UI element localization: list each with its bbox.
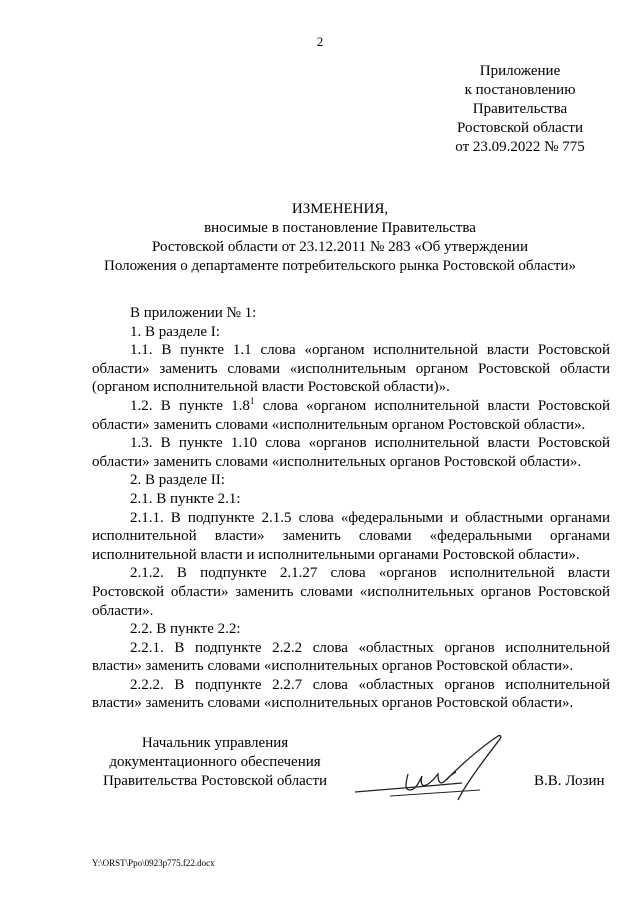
paragraph: 1.3. В пункте 1.10 слова «органов исполнительной власти Ростовской области» заменить словами «исполнительных органов Ростовской области». (92, 435, 610, 470)
heading-line: Ростовской области от 23.12.2011 № 283 «Об утверждении (152, 239, 528, 255)
paragraph: 2.2.1. В подпункте 2.2.2 слова «областных органов исполнительной власти» заменить словами «исполнительных органов Ростовской области». (92, 639, 610, 675)
appendix-line: от 23.09.2022 № 775 (455, 139, 585, 155)
paragraph (92, 397, 610, 434)
appendix-line: к постановлению (464, 82, 576, 98)
document-body (92, 304, 610, 713)
appendix-line: Ростовской области (457, 120, 583, 136)
paragraph: 2. В разделе II: (130, 472, 225, 489)
paragraph: 2.2.2. В подпункте 2.2.7 слова «областных органов исполнительной власти» заменить словами «исполнительных органов Ростовской области». (92, 676, 610, 712)
signatory-title-line: документационного обеспечения (109, 754, 321, 770)
paragraph-part: слова «органом исполнительной власти Ростовской области» заменить словами «исполнительным органом Ростовской области». (92, 397, 610, 433)
document-heading (90, 200, 590, 276)
page-number: 2 (316, 34, 324, 49)
appendix-line: Правительства (472, 101, 568, 117)
paragraph-part: 1.2. В пункте 1.8 (130, 397, 250, 414)
paragraph: 2.1.1. В подпункте 2.1.5 слова «федеральными и областными органами исполнительной власти» заменить словами «федеральными органами исполнительной власти и исполнительными органами Ростовской области». (92, 509, 610, 563)
paragraph: 1.1. В пункте 1.1 слова «органом исполнительной власти Ростовской области» заменить словами «исполнительным органом Ростовской области (органом исполнительной власти Ростовской области)». (92, 342, 610, 396)
heading-line: вносимые в постановление Правительства (204, 220, 476, 236)
heading-title: ИЗМЕНЕНИЯ, (291, 201, 389, 217)
file-path: Y:\ORST\Ppo\0923p775.f22.docx (92, 858, 215, 868)
signatory-name: В.В. Лозин (534, 773, 605, 789)
signatory-title-line: Начальник управления (141, 735, 289, 751)
paragraph: 2.1.2. В подпункте 2.1.27 слова «органов исполнительной власти Ростовской области» заменить словами «исполнительных органов Ростовской области». (92, 565, 610, 619)
signatory-title (90, 734, 340, 791)
superscript: 1 (249, 395, 255, 406)
paragraph: 2.2. В пункте 2.2: (130, 621, 241, 638)
paragraph: 2.1. В пункте 2.1: (130, 490, 241, 507)
appendix-line: Приложение (479, 63, 561, 79)
paragraph: 1. В разделе I: (130, 323, 220, 340)
handwritten-signature (350, 730, 510, 810)
heading-line: Положения о департаменте потребительского рынка Ростовской области» (103, 258, 576, 274)
signatory-title-line: Правительства Ростовской области (102, 773, 328, 789)
paragraph: В приложении № 1: (130, 305, 257, 321)
appendix-block (440, 62, 600, 157)
